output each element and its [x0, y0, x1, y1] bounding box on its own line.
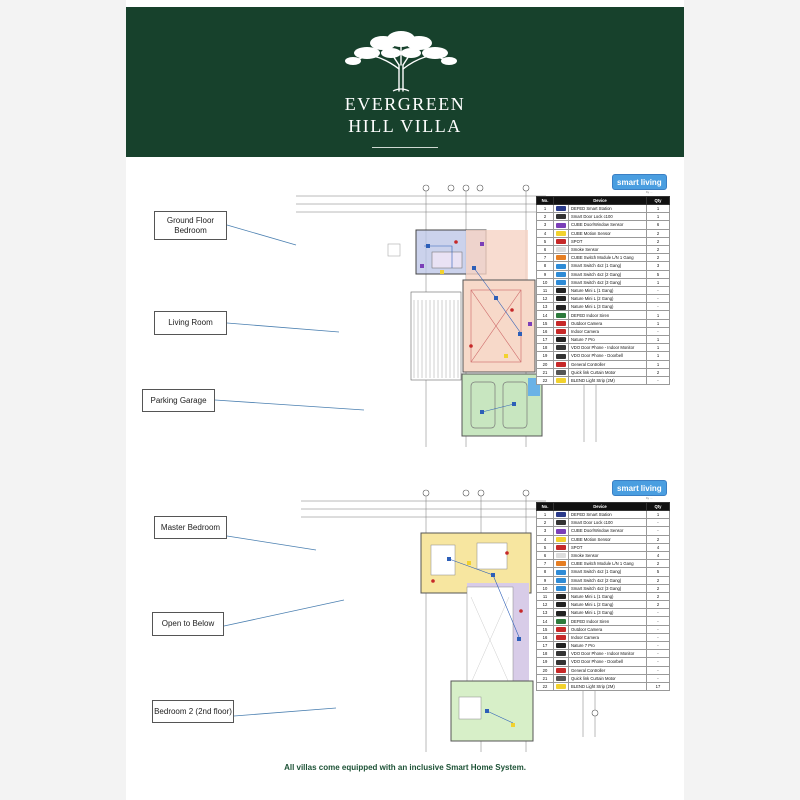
device-icon [554, 576, 569, 584]
callout-bedroom-2: Bedroom 2 (2nd floor) [152, 700, 234, 723]
device-icon [554, 336, 569, 344]
device-name: BLEND Light Strip (2M) [569, 682, 647, 690]
device-color-chip [556, 611, 566, 616]
footer-note: All villas come equipped with an inclusive Smart Home System. [284, 763, 526, 772]
device-icon [554, 270, 569, 278]
device-color-chip [556, 305, 566, 310]
table-row [537, 642, 670, 650]
table-row [537, 658, 670, 666]
device-name: CUBE Door/Window Sensor [569, 527, 647, 535]
device-qty: 4 [647, 543, 670, 551]
table-row [537, 682, 670, 690]
row-number: 11 [537, 592, 554, 600]
device-icon [554, 666, 569, 674]
device-qty: 2 [647, 535, 670, 543]
row-number: 2 [537, 213, 554, 221]
logo-subtext-second: by ... [646, 496, 653, 500]
table-row [537, 376, 670, 384]
device-qty: 2 [647, 592, 670, 600]
device-name: DEFED Smart Station [569, 205, 647, 213]
device-color-chip [556, 586, 566, 591]
device-icon [554, 650, 569, 658]
device-qty: 6 [647, 221, 670, 229]
device-name: Smart Door Lock c100 [569, 213, 647, 221]
row-number: 1 [537, 511, 554, 519]
device-color-chip [556, 529, 566, 534]
row-number: 8 [537, 262, 554, 270]
device-qty: 1 [647, 311, 670, 319]
device-qty: - [647, 625, 670, 633]
device-color-chip [556, 321, 566, 326]
row-number: 12 [537, 601, 554, 609]
device-icon [554, 295, 569, 303]
device-color-chip [556, 313, 566, 318]
device-icon [554, 568, 569, 576]
table-row [537, 327, 670, 335]
row-number: 4 [537, 229, 554, 237]
table-row [537, 286, 670, 294]
row-number: 17 [537, 336, 554, 344]
device-qty: - [647, 295, 670, 303]
table-row [537, 336, 670, 344]
device-qty: 1 [647, 213, 670, 221]
row-number: 15 [537, 319, 554, 327]
table-row [537, 270, 670, 278]
device-name: CUBE Door/Window Sensor [569, 221, 647, 229]
row-number: 13 [537, 303, 554, 311]
table-row [537, 584, 670, 592]
row-number: 5 [537, 237, 554, 245]
device-icon [554, 327, 569, 335]
callout-living-room: Living Room [154, 311, 227, 335]
row-number: 16 [537, 633, 554, 641]
device-color-chip [556, 231, 566, 236]
table-row [537, 344, 670, 352]
device-color-chip [556, 370, 566, 375]
logo-subtext-ground: by ... [646, 190, 653, 194]
device-name: Nature Mini L (1 Gang) [569, 286, 647, 294]
device-name: SPOT [569, 543, 647, 551]
device-qty: 2 [647, 601, 670, 609]
device-icon [554, 674, 569, 682]
device-icon [554, 229, 569, 237]
device-table-second-floor [536, 502, 670, 691]
device-icon [554, 551, 569, 559]
table-header-row [537, 197, 670, 205]
device-name: Nature Mini L (3 Gang) [569, 303, 647, 311]
table-row [537, 278, 670, 286]
device-qty: 1 [647, 336, 670, 344]
device-qty: 17 [647, 682, 670, 690]
device-color-chip [556, 594, 566, 599]
device-name: CUBE Switch Module L/N 1 Gang [569, 560, 647, 568]
col-device-header: Device [554, 503, 647, 511]
table-row [537, 543, 670, 551]
device-icon [554, 519, 569, 527]
device-name: General Controller [569, 360, 647, 368]
device-name: Smoke Sensor [569, 551, 647, 559]
table-row [537, 229, 670, 237]
device-name: Smart Switch 4x2 (2 Gang) [569, 576, 647, 584]
device-name: Smart Switch 4x2 (2 Gang) [569, 270, 647, 278]
device-icon [554, 527, 569, 535]
device-name: Outdoor Camera [569, 625, 647, 633]
table-row [537, 360, 670, 368]
device-qty: 2 [647, 584, 670, 592]
device-name: Nature 7 Pro [569, 336, 647, 344]
device-color-chip [556, 545, 566, 550]
table-row [537, 352, 670, 360]
row-number: 21 [537, 368, 554, 376]
device-icon [554, 286, 569, 294]
device-color-chip [556, 561, 566, 566]
col-qty-header: Qty [647, 503, 670, 511]
table-row [537, 617, 670, 625]
device-qty: - [647, 286, 670, 294]
device-color-chip [556, 651, 566, 656]
row-number: 3 [537, 527, 554, 535]
device-qty: 2 [647, 576, 670, 584]
table-row [537, 633, 670, 641]
table-row [537, 576, 670, 584]
device-name: Nature Mini L (1 Gang) [569, 592, 647, 600]
table-row [537, 245, 670, 253]
device-color-chip [556, 643, 566, 648]
device-icon [554, 319, 569, 327]
device-icon [554, 584, 569, 592]
device-icon [554, 633, 569, 641]
table-row [537, 650, 670, 658]
device-color-chip [556, 627, 566, 632]
device-color-chip [556, 354, 566, 359]
row-number: 21 [537, 674, 554, 682]
callout-master-bedroom: Master Bedroom [154, 516, 227, 539]
device-qty: - [647, 303, 670, 311]
col-no-header: No. [537, 503, 554, 511]
device-icon [554, 642, 569, 650]
row-number: 18 [537, 650, 554, 658]
device-icon [554, 311, 569, 319]
device-icon [554, 360, 569, 368]
logo-word-living: living [640, 483, 662, 493]
device-name: CUBE Switch Module L/N 1 Gang [569, 254, 647, 262]
device-qty: 2 [647, 245, 670, 253]
device-qty: - [647, 376, 670, 384]
table-row [537, 601, 670, 609]
device-qty: 1 [647, 319, 670, 327]
device-name: Nature 7 Pro [569, 642, 647, 650]
device-icon [554, 625, 569, 633]
device-qty: 3 [647, 262, 670, 270]
table-row [537, 511, 670, 519]
table-row [537, 519, 670, 527]
device-name: Nature Mini L (2 Gang) [569, 601, 647, 609]
row-number: 2 [537, 519, 554, 527]
table-row [537, 254, 670, 262]
row-number: 10 [537, 278, 554, 286]
callout-parking-garage: Parking Garage [142, 389, 215, 412]
col-qty-header: Qty [647, 197, 670, 205]
device-name: Quick link Curtain Motor [569, 368, 647, 376]
device-qty: 1 [647, 352, 670, 360]
device-color-chip [556, 345, 566, 350]
device-icon [554, 352, 569, 360]
device-color-chip [556, 512, 566, 517]
row-number: 22 [537, 682, 554, 690]
device-icon [554, 278, 569, 286]
row-number: 8 [537, 568, 554, 576]
table-row [537, 213, 670, 221]
device-name: Smart Switch 4x2 (3 Gang) [569, 278, 647, 286]
row-number: 16 [537, 327, 554, 335]
callout-open-to-below: Open to Below [152, 612, 224, 636]
table-row [537, 592, 670, 600]
brand-title-line1: EVERGREEN [344, 94, 466, 114]
tree-logo-icon [341, 25, 461, 93]
device-qty: 1 [647, 344, 670, 352]
device-name: CUBE Motion Sensor [569, 535, 647, 543]
table-row [537, 295, 670, 303]
row-number: 14 [537, 617, 554, 625]
device-name: Quick link Curtain Motor [569, 674, 647, 682]
brochure-page [126, 0, 684, 800]
device-color-chip [556, 619, 566, 624]
row-number: 6 [537, 245, 554, 253]
device-qty: - [647, 650, 670, 658]
device-name: VDO Door Phone - Doorbell [569, 658, 647, 666]
table-row [537, 568, 670, 576]
device-color-chip [556, 537, 566, 542]
table-row [537, 666, 670, 674]
logo-word-living: living [640, 177, 662, 187]
device-color-chip [556, 255, 566, 260]
device-color-chip [556, 206, 566, 211]
device-color-chip [556, 676, 566, 681]
device-name: Smart Switch 4x2 (3 Gang) [569, 584, 647, 592]
logo-word-smart: smart [617, 177, 639, 187]
device-qty: - [647, 609, 670, 617]
device-qty: 2 [647, 368, 670, 376]
table-row [537, 560, 670, 568]
device-icon [554, 592, 569, 600]
device-qty: - [647, 527, 670, 535]
device-name: General Controller [569, 666, 647, 674]
device-qty: - [647, 666, 670, 674]
row-number: 17 [537, 642, 554, 650]
table-row [537, 609, 670, 617]
device-name: Smart Switch 4x2 (1 Gang) [569, 262, 647, 270]
device-icon [554, 601, 569, 609]
row-number: 3 [537, 221, 554, 229]
row-number: 1 [537, 205, 554, 213]
row-number: 13 [537, 609, 554, 617]
device-icon [554, 560, 569, 568]
device-color-chip [556, 668, 566, 673]
table-row [537, 221, 670, 229]
row-number: 9 [537, 576, 554, 584]
row-number: 22 [537, 376, 554, 384]
row-number: 18 [537, 344, 554, 352]
row-number: 20 [537, 666, 554, 674]
row-number: 10 [537, 584, 554, 592]
device-qty: 1 [647, 278, 670, 286]
device-color-chip [556, 660, 566, 665]
device-name: Smoke Sensor [569, 245, 647, 253]
table-row [537, 527, 670, 535]
device-color-chip [556, 272, 566, 277]
device-icon [554, 254, 569, 262]
device-color-chip [556, 223, 566, 228]
device-icon [554, 682, 569, 690]
device-table-ground-floor [536, 196, 670, 385]
device-color-chip [556, 578, 566, 583]
device-name: Nature Mini L (2 Gang) [569, 295, 647, 303]
table-header-row [537, 503, 670, 511]
device-qty: 2 [647, 237, 670, 245]
device-qty: - [647, 642, 670, 650]
device-color-chip [556, 570, 566, 575]
table-row [537, 674, 670, 682]
brand-divider [372, 147, 438, 148]
device-name: VDO Door Phone - Indoor Monitor [569, 650, 647, 658]
device-name: VDO Door Phone - Doorbell [569, 352, 647, 360]
device-qty: 2 [647, 560, 670, 568]
table-row [537, 262, 670, 270]
device-icon [554, 245, 569, 253]
device-qty: 5 [647, 568, 670, 576]
device-qty: 2 [647, 254, 670, 262]
col-no-header: No. [537, 197, 554, 205]
device-color-chip [556, 684, 566, 689]
device-color-chip [556, 635, 566, 640]
device-icon [554, 535, 569, 543]
table-row [537, 551, 670, 559]
device-qty: 4 [647, 551, 670, 559]
device-name: Indoor Camera [569, 327, 647, 335]
device-color-chip [556, 329, 566, 334]
table-row [537, 319, 670, 327]
device-icon [554, 303, 569, 311]
row-number: 15 [537, 625, 554, 633]
row-number: 20 [537, 360, 554, 368]
device-name: Outdoor Camera [569, 319, 647, 327]
device-icon [554, 376, 569, 384]
table-row [537, 535, 670, 543]
table-row [537, 205, 670, 213]
brand-title-line2: HILL VILLA [348, 116, 462, 136]
device-name: BLEND Light Strip (2M) [569, 376, 647, 384]
device-icon [554, 609, 569, 617]
device-color-chip [556, 520, 566, 525]
device-name: Smart Door Lock c100 [569, 519, 647, 527]
device-qty: - [647, 658, 670, 666]
device-name: Smart Switch 4x2 (1 Gang) [569, 568, 647, 576]
device-color-chip [556, 296, 566, 301]
device-qty: 5 [647, 270, 670, 278]
device-name: SPOT [569, 237, 647, 245]
row-number: 6 [537, 551, 554, 559]
device-qty: 1 [647, 360, 670, 368]
row-number: 19 [537, 352, 554, 360]
device-color-chip [556, 280, 566, 285]
table-row [537, 625, 670, 633]
device-name: DEFED Indoor Siren [569, 311, 647, 319]
device-color-chip [556, 247, 566, 252]
row-number: 7 [537, 560, 554, 568]
device-name: Indoor Camera [569, 633, 647, 641]
callout-ground-floor-bedroom: Ground Floor Bedroom [154, 211, 227, 240]
device-qty: 2 [647, 229, 670, 237]
device-icon [554, 368, 569, 376]
row-number: 11 [537, 286, 554, 294]
device-icon [554, 213, 569, 221]
smart-living-logo-second [612, 480, 667, 496]
brand-header [126, 7, 684, 157]
table-row [537, 303, 670, 311]
row-number: 14 [537, 311, 554, 319]
device-color-chip [556, 264, 566, 269]
device-icon [554, 658, 569, 666]
device-name: DEFED Indoor Siren [569, 617, 647, 625]
device-color-chip [556, 214, 566, 219]
device-qty: - [647, 519, 670, 527]
device-qty: - [647, 617, 670, 625]
table-row [537, 311, 670, 319]
device-name: Nature Mini L (3 Gang) [569, 609, 647, 617]
device-color-chip [556, 288, 566, 293]
device-color-chip [556, 553, 566, 558]
device-icon [554, 344, 569, 352]
table-row [537, 237, 670, 245]
row-number: 9 [537, 270, 554, 278]
device-name: CUBE Motion Sensor [569, 229, 647, 237]
device-qty: - [647, 327, 670, 335]
device-icon [554, 543, 569, 551]
row-number: 19 [537, 658, 554, 666]
row-number: 5 [537, 543, 554, 551]
row-number: 12 [537, 295, 554, 303]
table-row [537, 368, 670, 376]
row-number: 4 [537, 535, 554, 543]
device-color-chip [556, 378, 566, 383]
smart-living-logo-ground [612, 174, 667, 190]
logo-word-smart: smart [617, 483, 639, 493]
device-color-chip [556, 602, 566, 607]
col-device-header: Device [554, 197, 647, 205]
device-name: DEFED Smart Station [569, 511, 647, 519]
device-color-chip [556, 337, 566, 342]
device-color-chip [556, 239, 566, 244]
device-icon [554, 237, 569, 245]
device-icon [554, 511, 569, 519]
device-icon [554, 221, 569, 229]
device-icon [554, 205, 569, 213]
device-color-chip [556, 362, 566, 367]
device-qty: - [647, 674, 670, 682]
device-name: VDO Door Phone - Indoor Monitor [569, 344, 647, 352]
device-qty: - [647, 633, 670, 641]
device-qty: 1 [647, 511, 670, 519]
device-icon [554, 617, 569, 625]
row-number: 7 [537, 254, 554, 262]
device-qty: 1 [647, 205, 670, 213]
device-icon [554, 262, 569, 270]
